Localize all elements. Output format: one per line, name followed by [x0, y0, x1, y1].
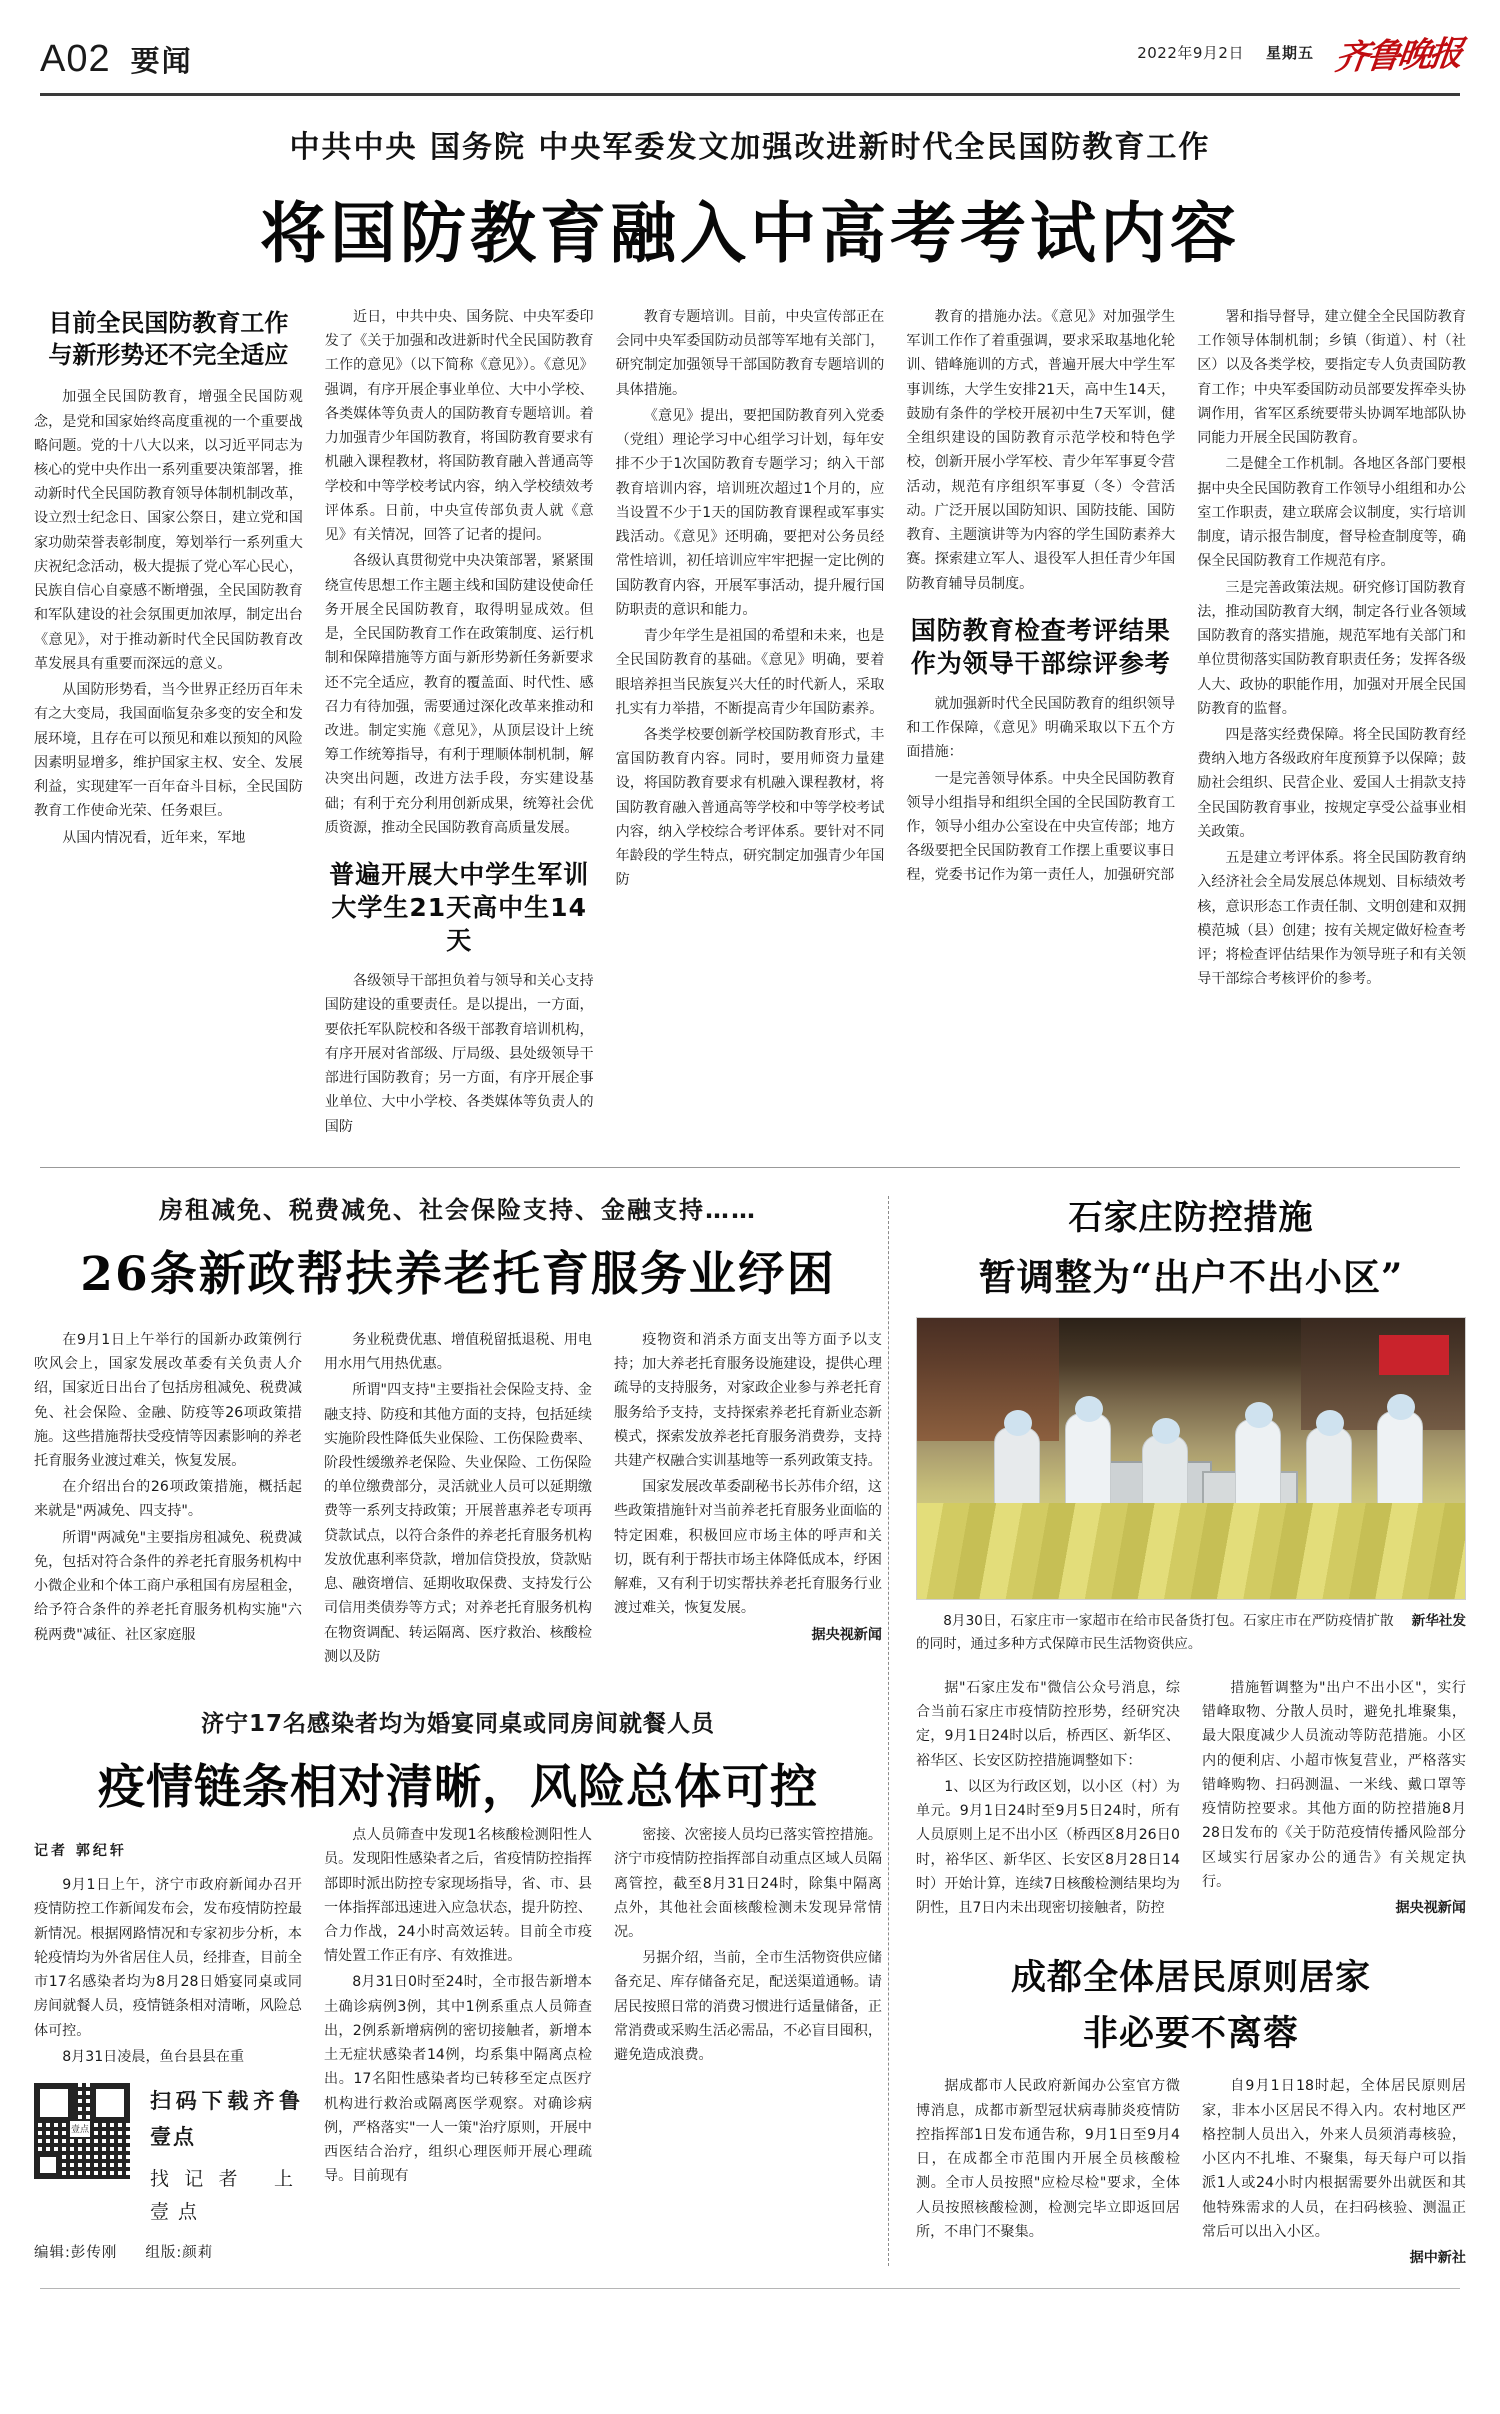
lower-right — [896, 1190, 1466, 2272]
paragraph: 加强全民国防教育，增强全民国防观念，是党和国家始终高度重视的一个重要战略问题。党的十八大以来，以习近平同志为核心的党中央作出一系列重要决策部署，推动新时代全民国防教育领导体制机制改革，设立烈士纪念日、国家公祭日，建立党和国家功勋荣誉表彰制度，筹划举行一系列重大庆祝纪念活动，极大提振了党心军心民心，民族自信心自豪感不断增强，全民国防教育和军队建设的社会氛围更加浓厚，制定出台《意见》，对于推动新时代全民国防教育改革发展具有重要而深远的意义。 — [34, 389, 303, 672]
qr-center-logo: 壹点 — [68, 2119, 92, 2139]
lead-subhead-left-line1: 目前全民国防教育工作 — [48, 309, 289, 337]
editor-credit: 编辑:彭传刚 — [34, 2244, 118, 2261]
paragraph: 从国防形势看，当今世界正经历百年未有之大变局，我国面临复杂多变的安全和发展环境，且存在可以预见和难以预知的风险因素明显增多，维护国家主权、安全、发展利益，实现建军一百年奋斗目标，全民国防教育工作使命光荣、任务艰巨。 — [34, 682, 303, 820]
shijiazhuang-headline-line1: 石家庄防控措施 — [1068, 1197, 1314, 1238]
production-credits — [34, 2241, 302, 2266]
chengdu-source: 据中新社 — [1409, 2250, 1466, 2266]
jinan-kicker: 济宁17名感染者均为婚宴同桌或同房间就餐人员 — [200, 1711, 715, 1738]
paragraph: 8月31日凌晨，鱼台县县在重 — [62, 2048, 245, 2065]
paragraph: 9月1日上午，济宁市政府新闻办召开疫情防控工作新闻发布会，发布疫情防控最新情况。根据网路情况和专家初步分析，本轮疫情均为外省居住人员，经排查，目前全市17名感染者均为8月28日婚宴同桌或同房间就餐人员，疫情链条相对清晰，风险总体可控。 — [34, 1877, 302, 2039]
photo-worker-head — [1075, 1396, 1103, 1422]
jinan-headline: 疫情链条相对清晰，风险总体可控 — [98, 1760, 818, 1816]
publication-date: 2022年9月2日 — [1137, 44, 1244, 62]
elderly-body — [34, 1328, 882, 1671]
lower-section — [34, 1190, 1466, 2272]
paragraph: 1、以区为行政区划，以小区（村）为单元。9月1日24时至9月5日24时，所有人员原则上足不出小区（桥西区8月26日0时，裕华区、新华区、长安区8月28日14时）开始计算，连续7日核酸检测结果均为阴性，且7日内未出现密切接触者，防控 — [916, 1778, 1180, 1917]
paragraph: 各级认真贯彻党中央决策部署，紧紧围绕宣传思想工作主题主线和国防建设使命任务开展全民国防教育，取得明显成效。但是，全民国防教育工作在政策制度、运行机制和保障措施等方面与新形势新任务新要求还不完全适应，教育的覆盖面、时代性、感召力有待加强，需要通过深化改革来推动和改进。制定实施《意见》，从顶层设计上统筹工作统筹指导，有利于理顺体制机制，解决突出问题，改进方法手段，夯实建设基础；有利于充分利用创新成果，统筹社会优质资源，推动全民国防教育高质量发展。 — [324, 553, 594, 836]
paragraph: 近日，中共中央、国务院、中央军委印发了《关于加强和改进新时代全民国防教育工作的意见》（以下简称《意见》）。《意见》强调，有序开展企事业单位、大中小学校、各类媒体等负责人的国防教育专题培训。着力加强青少年国防教育，将国防教育要求有机融入课程教材，将国防教育融入普通高等学校和中等学校考试内容，纳入学校绩效考评体系。日前，中央宣传部负责人就《意见》有关情况，回答了记者的提问。 — [324, 309, 594, 544]
photo-red-banner — [1379, 1335, 1449, 1375]
paragraph: 就加强新时代全民国防教育的组织领导和工作保障，《意见》明确采取以下五个方面措施： — [906, 695, 1176, 761]
shijiazhuang-headline-line2: 暂调整为“出户不出小区” — [978, 1254, 1404, 1299]
byline-name: 郭纪轩 — [75, 1843, 127, 1860]
photo-worker-head — [1316, 1410, 1344, 1436]
paragraph: 在9月1日上午举行的国新办政策例行吹风会上，国家发展改革委有关负责人介绍，国家近日出台了包括房租减免、税费减免、社会保险、金融、防疫等26项政策措施。这些措施帮扶受疫情等因素影响的养老托育服务业渡过难关，恢复发展。 — [34, 1331, 302, 1469]
section-title: 要闻 — [130, 44, 193, 78]
paragraph: 疫物资和消杀方面支出等方面予以支持；加大养老托育服务设施建设，提供心理疏导的支持服务，对家政企业参与养老托育服务给予支持，支持探索养老托育新业态新模式，探索发放养老托育服务消费券，支持共建产权融合实训基地等一系列政策支持。 — [614, 1331, 882, 1469]
photo-credit: 新华社发 — [1411, 1612, 1466, 1629]
paragraph: 各级领导干部担负着与领导和关心支持国防建设的重要责任。是以提出，一方面，要依托军队院校和各级干部教育培训机构，有序开展对省部级、厅局级、县处级领导干部进行国防教育；另一方面，有序开展企事业单位、大中小学校、各类媒体等负责人的国防 — [324, 973, 594, 1135]
masthead-right — [1137, 28, 1463, 81]
lead-column-3 — [616, 305, 885, 1141]
paragraph: 在介绍出台的26项政策措施，概括起来就是"两减免、四支持"。 — [34, 1479, 302, 1520]
chengdu-column-2 — [1202, 2074, 1466, 2272]
lead-subhead-mid — [325, 858, 594, 957]
paragraph: 青少年学生是祖国的希望和未来，也是全民国防教育的基础。《意见》明确，要着眼培养担当民族复兴大任的时代新人，采取扎实有力举措，不断提高青少年国防素养。 — [615, 628, 885, 717]
jinan-body — [34, 1823, 882, 2265]
paragraph: 各类学校要创新学校国防教育形式，丰富国防教育内容。同时，要用师资力量建设，将国防教育要求有机融入课程教材，将国防教育融入普通高等学校和中等学校考试内容，纳入学校综合考评体系。要针对不同年龄段的学生特点，研究制定加强青少年国防 — [615, 726, 885, 889]
paragraph: 所谓"四支持"主要指社会保险支持、金融支持、防疫和其他方面的支持，包括延续实施阶段性降低失业保险、工伤保险费率、阶段性缓缴养老保险、失业保险、工伤保险的单位缴费部分，灵活就业人员可以延期缴费等一系列支持政策；开展普惠养老专项再贷款试点，以符合条件的养老托育服务机构发放优惠利率贷款，增加信贷投放，贷款贴息、融资增信、延期收取保费、支持发行公司信用类债券等方式；对养老托育服务机构在物资调配、转运隔离、医疗救治、核酸检测以及防 — [324, 1382, 592, 1665]
lead-column-5 — [1197, 305, 1466, 1141]
lead-subhead-right-line2: 作为领导干部综评参考 — [910, 648, 1171, 678]
paragraph: 二是健全工作机制。各地区各部门要根据中央全民国防教育工作领导小组组和办公室工作职责，建立联席会议制度，实行培训制度，请示报告制度，督导检查制度等，确保全民国防教育工作规范有序。 — [1197, 456, 1466, 570]
photo-shelf-left — [917, 1318, 1059, 1442]
paragraph: 从国内情况看，近年来，军地 — [62, 829, 246, 846]
photo-worker-head — [1152, 1418, 1180, 1444]
page-folio: A02 — [40, 38, 111, 80]
lead-column-4 — [906, 305, 1175, 1141]
paragraph: 密接、次密接人员均已落实管控措施。济宁市疫情防控指挥部自动重点区域人员隔离管控，截至8月31日24时，除集中隔离点外，其他社会面核酸检测未发现异常情况。 — [614, 1827, 882, 1941]
masthead — [34, 0, 1466, 89]
photo-caption-text: 8月30日，石家庄市一家超市在给市民备货打包。石家庄市在严防疫情扩散的同时，通过多种方式保障市民生活物资供应。 — [916, 1612, 1394, 1652]
shijiazhuang-body — [916, 1676, 1466, 1922]
paragraph: 教育专题培训。目前，中央宣传部正在会同中央军委国防动员部等军地有关部门，研究制定加强领导干部国防教育专题培训的具体措施。 — [615, 309, 885, 398]
paragraph: 据成都市人民政府新闻办公室官方微博消息，成都市新型冠状病毒肺炎疫情防控指挥部1日发布通告称，9月1日至9月4日，在成都全市范围内开展全员核酸检测。全市人员按照"应检尽检"要求，全体人员按照核酸检测，检测完毕立即返回居所，不串门不聚集。 — [916, 2078, 1180, 2240]
qr-promo[interactable] — [34, 2083, 302, 2229]
paragraph: 三是完善政策法规。研究修订国防教育法，推动国防教育大纲，制定各行业各领域国防教育的落实措施，规范军地有关部门和单位贯彻落实国防教育职责任务；发挥各级人大、政协的职能作用，加强对开展全民国防教育的监督。 — [1197, 579, 1466, 717]
column-divider — [888, 1196, 896, 2266]
newspaper-logo: 齐鲁晚报 — [1332, 33, 1463, 79]
page-footer-rule — [40, 2288, 1460, 2289]
elderly-source: 据央视新闻 — [811, 1626, 882, 1643]
lead-subhead-mid-line1: 普遍开展大中学生军训 — [329, 860, 590, 890]
lead-column-1 — [34, 305, 303, 1141]
paragraph: 自9月1日18时起，全体居民原则居家，非本小区居民不得入内。农村地区严格控制人员出入，外来人员须消毒核验，小区内不扎堆、不聚集，每天每户可以指派1人或24小时内根据需要外出就医和其他特殊需求的人员，在扫码核验、测温正常后可以出入小区。 — [1202, 2078, 1466, 2240]
paragraph: 务业税费优惠、增值税留抵退税、用电用水用气用热优惠。 — [324, 1331, 592, 1373]
masthead-left — [40, 38, 193, 81]
paragraph: 措施暂调整为"出户不出小区"，实行错峰取物、分散人员时，避免扎堆聚集，最大限度减少人员流动等防范措施。小区内的便利店、小超市恢复营业，严格落实错峰购物、扫码测温、一米线、戴口罩等疫情防控要求。其他方面的防控措施8月28日发布的《关于防范疫情传播风险部分区域实行居家办公的通告》有关规定执行。 — [1202, 1680, 1466, 1890]
elderly-column-2 — [324, 1328, 592, 1671]
chengdu-headline-line2: 非必要不离蓉 — [1082, 2013, 1299, 2055]
masthead-divider — [40, 93, 1460, 96]
photo-worker-head — [1004, 1410, 1032, 1436]
chengdu-body — [916, 2074, 1466, 2272]
paragraph: 教育的措施办法。《意见》对加强学生军训工作作了着重强调，要求采取基地化轮训、错峰施训的方式，普遍开展大中学生军事训练，大学生安排21天，高中生14天，鼓励有条件的学校开展初中生7天军训，健全组织建设的国防教育示范学校和特色学校，创新开展小学军校、青少年军事夏令营活动，规范有序组织军事夏（冬）令营活动。广泛开展以国防知识、国防技能、国防教育、主题演讲等为内容的学生国防素养大赛。探索建立军人、退役军人担任青少年国防教育辅导员制度。 — [906, 309, 1176, 592]
paragraph: 据"石家庄发布"微信公众号消息，综合当前石家庄市疫情防控形势，经研究决定，9月1日24时以后，桥西区、新华区、裕华区、长安区防控措施调整如下： — [916, 1680, 1180, 1769]
lead-article-body — [34, 305, 1466, 1141]
paragraph: 四是落实经费保障。将全民国防教育经费纳入地方各级政府年度预算予以保障；鼓励社会组织、民营企业、爱国人士捐款支持全民国防教育事业，按规定享受公益事业相关政策。 — [1197, 726, 1466, 840]
lead-headline: 将国防教育融入中高考考试内容 — [260, 194, 1240, 272]
qr-promo-text — [150, 2083, 302, 2229]
byline-label: 记者 — [34, 1843, 68, 1860]
paragraph: 8月31日0时至24时，全市报告新增本土确诊病例3例，其中1例系重点人员筛查出，2例系新增病例的密切接触者，新增本土无症状感染者14例，均系集中隔离点检出。17名阳性感染者均已转移至定点医疗机构进行救治或隔离医学观察。对确诊病例，严格落实"一人一策"治疗原则，开展中西医结合治疗，组织心理医师开展心理疏导。目前现有 — [324, 1974, 592, 2185]
elderly-column-1 — [34, 1328, 302, 1671]
jinan-column-3 — [614, 1823, 882, 2265]
lead-subhead-right — [906, 614, 1175, 680]
lower-left — [34, 1190, 882, 2272]
paragraph: 五是建立考评体系。将全民国防教育纳入经济社会全局发展总体规划、目标绩效考核，意识形态工作责任制、文明创建和双拥模范城（县）创建；按有关规定做好检查考评；将检查评估结果作为领导班子和有关领导干部综合考核评价的参考。 — [1197, 850, 1466, 988]
elderly-headline: 26条新政帮扶养老托育服务业纾困 — [80, 1246, 836, 1302]
paragraph: 所谓"两减免"主要指房租减免、税费减免，包括对符合条件的养老托育服务机构中小微企业和个体工商户承租国有房屋租金，给予符合条件的养老托育服务机构实施"六税两费"减征、社区家庭服 — [34, 1529, 302, 1643]
byline — [34, 1839, 302, 1863]
elderly-column-3 — [614, 1328, 882, 1671]
jinan-column-1 — [34, 1823, 302, 2265]
supermarket-photo — [916, 1317, 1466, 1600]
layout-credit: 组版:颜莉 — [145, 2244, 214, 2261]
qr-promo-line1: 扫码下载齐鲁壹点 — [150, 2089, 302, 2150]
shijiazhuang-source: 据央视新闻 — [1395, 1900, 1466, 1917]
photo-yellow-bags — [917, 1503, 1465, 1599]
lead-subhead-left — [34, 307, 303, 371]
jinan-column-2 — [324, 1823, 592, 2265]
lead-subhead-mid-line2: 大学生21天高中生14天 — [331, 893, 587, 956]
elderly-kicker: 房租减免、税费减免、社会保险支持、金融支持…… — [159, 1195, 757, 1224]
qr-finder-bottom-left — [34, 2151, 62, 2179]
lead-subhead-left-line2: 与新形势还不完全适应 — [48, 341, 289, 370]
paragraph: 点人员筛查中发现1名核酸检测阳性人员。发现阳性感染者之后，省疫情防控指挥部即时派出防控专家现场指导，省、市、县一体指挥部迅速进入应急状态，提升防控、合力作战，24小时高效运转。目前全市疫情处置工作正有序、有效推进。 — [324, 1827, 592, 1965]
photo-worker-head — [1245, 1402, 1273, 1428]
lead-kicker: 中共中央 国务院 中央军委发文加强改进新时代全民国防教育工作 — [289, 130, 1211, 165]
lead-column-2 — [325, 305, 594, 1141]
shijiazhuang-column-2 — [1202, 1676, 1466, 1922]
paragraph: 署和指导督导，建立健全全民国防教育工作领导体制机制；乡镇（街道）、村（社区）以及各类学校，要指定专人负责国防教育工作；中央军委国防动员部要发挥牵头协调作用，省军区系统要带头协调军地部队协同能力开展全民国防教育。 — [1197, 309, 1466, 447]
paragraph: 国家发展改革委副秘书长苏伟介绍，这些政策措施针对当前养老托育服务业面临的特定困难，积极回应市场主体的呼声和关切，既有利于帮扶市场主体降低成本，纾困解难，又有利于切实帮扶养老托育服务行业渡过难关，恢复发展。 — [614, 1479, 882, 1617]
shijiazhuang-column-1 — [916, 1676, 1180, 1922]
chengdu-column-1 — [916, 2074, 1180, 2272]
paragraph: 《意见》提出，要把国防教育列入党委（党组）理论学习中心组学习计划，每年安排不少于1次国防教育专题学习；纳入干部教育培训内容，培训班次超过1个月的，应当设置不少于1天的国防教育课程或军事实践活动。《意见》还明确，要把对公务员经常性培训，初任培训应牢牢把握一定比例的国防教育内容，开展军事活动，提升履行国防职责的意识和能力。 — [615, 407, 885, 618]
chengdu-headline-line1: 成都全体居民原则居家 — [1010, 1957, 1371, 1999]
weekday: 星期五 — [1265, 44, 1314, 62]
paragraph: 另据介绍，当前，全市生活物资供应储备充足、库存储备充足，配送渠道通畅。请居民按照日常的消费习惯进行适量储备，正常消费或采购生活必需品，不必盲目囤积，避免造成浪费。 — [614, 1950, 882, 2064]
lead-subhead-right-line1: 国防教育检查考评结果 — [910, 615, 1171, 645]
section-divider — [40, 1167, 1460, 1168]
qr-promo-line2: 找记者 上壹点 — [150, 2168, 302, 2223]
photo-caption — [916, 1610, 1466, 1656]
photo-worker-head — [1387, 1394, 1415, 1420]
qr-code-icon[interactable] — [34, 2083, 130, 2179]
paragraph: 一是完善领导体系。中央全民国防教育领导小组指导和组织全国的全民国防教育工作，领导小组办公室设在中央宣传部；地方各级要把全民国防教育工作摆上重要议事日程，党委书记作为第一责任人，加强研究部 — [906, 770, 1176, 884]
